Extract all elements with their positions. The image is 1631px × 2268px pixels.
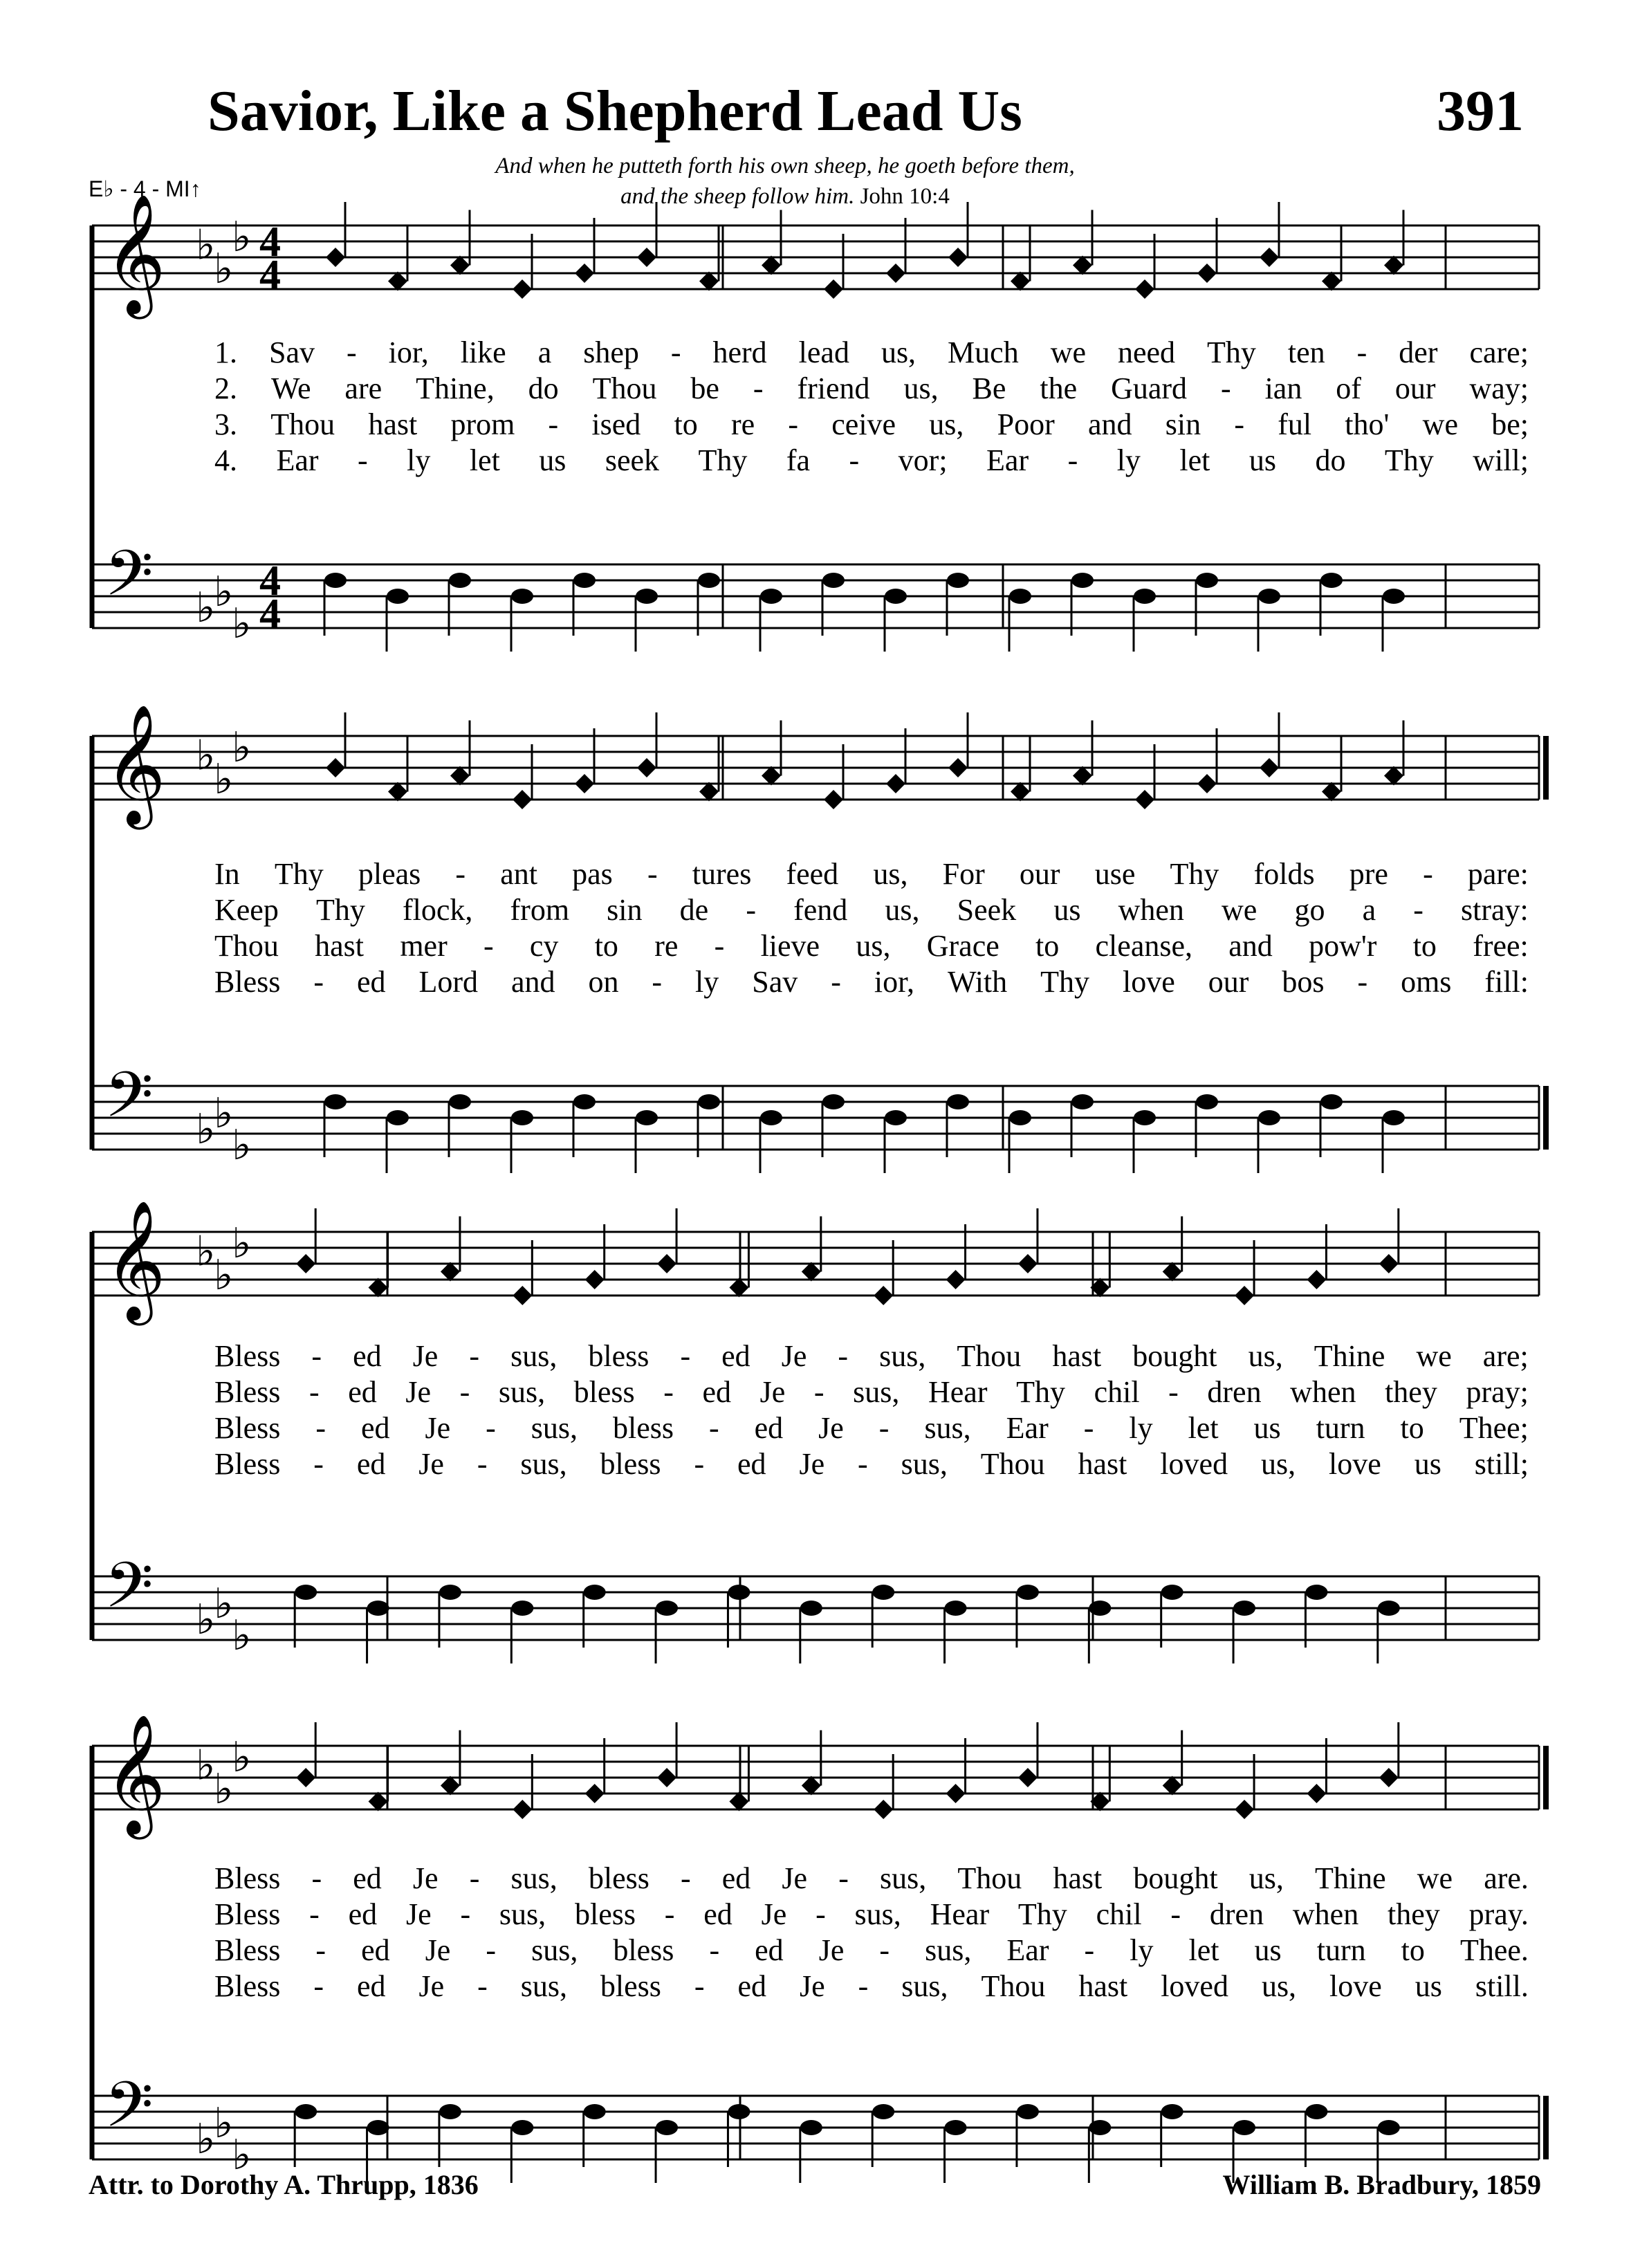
note-head [1196, 1094, 1218, 1109]
note-head [1305, 1585, 1327, 1600]
note-head [886, 264, 905, 283]
lyric-line: Keep Thy flock, from sin de - fend us, Seek us when we go a - stray: [214, 893, 1529, 927]
flat-sign: ♭ [196, 1741, 216, 1790]
note-head [1235, 1286, 1254, 1305]
note-head [1322, 272, 1341, 291]
flat-sign: ♭ [214, 245, 234, 293]
lyrics-system-3 [214, 1338, 1529, 1482]
lyric-line: Bless - ed Je - sus, bless - ed Je - sus, Thou hast loved us, love us still; [214, 1447, 1529, 1481]
note-head [1383, 1110, 1405, 1125]
note-head [1018, 1768, 1038, 1787]
note-head [513, 790, 532, 809]
note-head [1307, 1784, 1326, 1803]
note-head [1089, 2120, 1111, 2135]
note-head [946, 1784, 966, 1803]
flat-sign: ♭ [196, 731, 216, 780]
note-head [441, 1776, 460, 1796]
note-head [450, 766, 470, 786]
note-head [1378, 1601, 1400, 1616]
note-head [584, 1585, 606, 1600]
note-head [1260, 758, 1279, 777]
lyric-line: Bless - ed Je - sus, bless - ed Je - sus, Thou hast bought us, Thine we are. [214, 1861, 1529, 1895]
note-head [1073, 256, 1092, 275]
note-head [657, 1768, 676, 1787]
note-head [439, 2104, 461, 2119]
lyric-line: Bless - ed Lord and on - ly Sav - ior, With Thy love our bos - oms fill: [214, 965, 1529, 999]
note-head [698, 1094, 720, 1109]
flat-sign: ♭ [196, 1227, 216, 1276]
note-head [636, 589, 658, 604]
note-head [449, 573, 471, 588]
note-head [326, 758, 345, 777]
note-head [822, 573, 845, 588]
note-head [824, 279, 843, 299]
note-head [573, 1094, 596, 1109]
note-head [1135, 790, 1154, 809]
flat-sign: ♭ [214, 1765, 234, 1814]
note-head [1009, 1110, 1031, 1125]
note-head [800, 1601, 822, 1616]
note-head [872, 1585, 894, 1600]
lyric-line: Bless - ed Je - sus, bless - ed Je - sus, Hear Thy chil - dren when they pray. [214, 1897, 1529, 1931]
note-head [439, 1585, 461, 1600]
note-head [387, 589, 409, 604]
treble-clef: 𝄞 [104, 704, 166, 824]
flat-sign: ♭ [214, 568, 234, 616]
note-head [450, 256, 470, 275]
note-head [1379, 1254, 1399, 1273]
note-head [511, 1110, 533, 1125]
note-head [1011, 782, 1030, 802]
note-head [800, 2120, 822, 2135]
note-head [1161, 2104, 1183, 2119]
epigraph-reference: John 10:4 [860, 184, 950, 209]
note-head [1235, 1800, 1254, 1819]
lyric-line: Bless - ed Je - sus, bless - ed Je - sus, Ear - ly let us turn to Thee. [214, 1933, 1529, 1967]
flat-sign: ♭ [196, 2115, 216, 2164]
note-head [1196, 573, 1218, 588]
lyrics-system-4 [214, 1861, 1529, 2004]
lyric-line: 3. Thou hast prom - ised to re - ceive us, Poor and sin - ful tho' we be; [214, 407, 1529, 441]
time-signature: 4 [259, 252, 281, 299]
note-head [945, 1601, 967, 1616]
flat-sign: ♭ [196, 1105, 216, 1154]
note-head [1163, 1776, 1182, 1796]
note-head [802, 1776, 821, 1796]
flat-sign: ♭ [232, 1612, 252, 1660]
note-head [762, 256, 781, 275]
note-head [760, 1110, 782, 1125]
note-head [1305, 2104, 1327, 2119]
lyric-line: Bless - ed Je - sus, bless - ed Je - sus, Ear - ly let us turn to Thee; [214, 1411, 1529, 1445]
bass-clef: 𝄢 [104, 2068, 154, 2157]
note-head [511, 2120, 533, 2135]
note-head [1089, 1601, 1111, 1616]
note-head [387, 1110, 409, 1125]
flat-sign: ♭ [232, 1121, 252, 1170]
flat-sign: ♭ [232, 1733, 252, 1782]
epigraph-line-1: And when he putteth forth his own sheep, he goeth before them, [495, 154, 1075, 178]
note-head [948, 248, 968, 267]
note-head [1161, 1585, 1183, 1600]
flat-sign: ♭ [214, 1251, 234, 1300]
note-head [1134, 1110, 1156, 1125]
note-head [760, 589, 782, 604]
lyrics-system-2 [214, 856, 1529, 1000]
note-head [947, 1094, 969, 1109]
note-head [1384, 766, 1403, 786]
note-head [585, 1784, 605, 1803]
note-head [699, 272, 719, 291]
time-signature: 4 [259, 219, 281, 266]
note-head [637, 758, 656, 777]
note-head [656, 1601, 678, 1616]
note-head [1233, 2120, 1255, 2135]
flat-sign: ♭ [214, 1580, 234, 1628]
note-head [1258, 1110, 1280, 1125]
note-head [885, 1110, 907, 1125]
flat-sign: ♭ [214, 755, 234, 804]
note-head [513, 279, 532, 299]
note-head [1135, 279, 1154, 299]
note-head [513, 1800, 532, 1819]
note-head [1017, 1585, 1039, 1600]
treble-clef: 𝄞 [104, 194, 166, 314]
note-head [369, 1792, 388, 1811]
note-head [1197, 264, 1217, 283]
bass-clef: 𝄢 [104, 1549, 154, 1637]
note-head [513, 1286, 532, 1305]
note-head [573, 573, 596, 588]
note-head [295, 1585, 317, 1600]
note-head [657, 1254, 676, 1273]
flat-sign: ♭ [232, 1219, 252, 1268]
time-signature: 4 [259, 557, 281, 605]
note-head [388, 272, 407, 291]
note-head [585, 1270, 605, 1289]
note-head [575, 774, 594, 793]
lyric-line: 2. We are Thine, do Thou be - friend us, Be the Guard - ian of our way; [214, 371, 1529, 405]
note-head [1384, 256, 1403, 275]
flat-sign: ♭ [196, 221, 216, 270]
note-head [728, 2104, 750, 2119]
flat-sign: ♭ [232, 213, 252, 261]
note-head [367, 1601, 389, 1616]
note-head [1011, 272, 1030, 291]
note-head [324, 1094, 347, 1109]
note-head [369, 1278, 388, 1298]
note-head [1071, 1094, 1094, 1109]
note-head [874, 1800, 893, 1819]
note-head [699, 782, 719, 802]
note-head [656, 2120, 678, 2135]
note-head [762, 766, 781, 786]
note-head [388, 782, 407, 802]
note-head [728, 1585, 750, 1600]
note-head [296, 1254, 315, 1273]
note-head [729, 1278, 748, 1298]
treble-clef: 𝄞 [104, 1714, 166, 1834]
note-head [1073, 766, 1092, 786]
note-head [1009, 589, 1031, 604]
note-head [636, 1110, 658, 1125]
note-head [1320, 573, 1343, 588]
note-head [584, 2104, 606, 2119]
note-head [947, 573, 969, 588]
bass-clef: 𝄢 [104, 1058, 154, 1147]
flat-sign: ♭ [214, 1089, 234, 1138]
lyric-line: 1. Sav - ior, like a shep - herd lead us, Much we need Thy ten - der care; [214, 335, 1529, 369]
note-head [1233, 1601, 1255, 1616]
note-head [449, 1094, 471, 1109]
key-signature: E♭ - 4 - MI↑ [89, 176, 201, 201]
lyric-line: Bless - ed Je - sus, bless - ed Je - sus, Thou hast loved us, love us still. [214, 1969, 1529, 2003]
note-head [367, 2120, 389, 2135]
note-head [1320, 1094, 1343, 1109]
note-head [802, 1262, 821, 1282]
note-head [945, 2120, 967, 2135]
lyric-line: Bless - ed Je - sus, bless - ed Je - sus, Thou hast bought us, Thine we are; [214, 1339, 1529, 1373]
note-head [729, 1792, 748, 1811]
note-head [1071, 573, 1094, 588]
bass-clef: 𝄢 [104, 537, 154, 625]
flat-sign: ♭ [232, 600, 252, 648]
note-head [1197, 774, 1217, 793]
note-head [1260, 248, 1279, 267]
note-head [326, 248, 345, 267]
note-head [1163, 1262, 1182, 1282]
lyrics-system-1 [214, 335, 1529, 479]
hymn-number: 391 [1437, 79, 1524, 143]
note-head [872, 2104, 894, 2119]
flat-sign: ♭ [232, 2131, 252, 2179]
note-head [296, 1768, 315, 1787]
note-head [511, 1601, 533, 1616]
epigraph-quote: and the sheep follow him. [620, 184, 855, 209]
lyric-line: In Thy pleas - ant pas - tures feed us, For our use Thy folds pre - pare: [214, 857, 1529, 891]
flat-sign: ♭ [214, 2099, 234, 2148]
flat-sign: ♭ [196, 584, 216, 632]
note-head [441, 1262, 460, 1282]
note-head [1017, 2104, 1039, 2119]
note-head [698, 573, 720, 588]
flat-sign: ♭ [196, 1596, 216, 1644]
note-head [575, 264, 594, 283]
words-credit: Attr. to Dorothy A. Thrupp, 1836 [89, 2169, 479, 2200]
note-head [1258, 589, 1280, 604]
note-head [1383, 589, 1405, 604]
note-head [1134, 589, 1156, 604]
hymn-title: Savior, Like a Shepherd Lead Us [208, 79, 1022, 143]
note-head [946, 1270, 966, 1289]
treble-clef: 𝄞 [104, 1200, 166, 1320]
note-head [1378, 2120, 1400, 2135]
lyric-line: Thou hast mer - cy to re - lieve us, Grace to cleanse, and pow'r to free: [214, 929, 1529, 963]
note-head [822, 1094, 845, 1109]
note-head [637, 248, 656, 267]
lyric-line: Bless - ed Je - sus, bless - ed Je - sus, Hear Thy chil - dren when they pray; [214, 1375, 1529, 1409]
note-head [511, 589, 533, 604]
note-head [1307, 1270, 1326, 1289]
note-head [1018, 1254, 1038, 1273]
time-signature: 4 [259, 591, 281, 638]
music-credit: William B. Bradbury, 1859 [1222, 2169, 1541, 2200]
note-head [824, 790, 843, 809]
note-head [885, 589, 907, 604]
note-head [1379, 1768, 1399, 1787]
note-head [874, 1286, 893, 1305]
note-head [886, 774, 905, 793]
note-head [948, 758, 968, 777]
flat-sign: ♭ [232, 723, 252, 772]
note-head [295, 2104, 317, 2119]
note-head [324, 573, 347, 588]
lyric-line: 4. Ear - ly let us seek Thy fa - vor; Ear - ly let us do Thy will; [214, 443, 1529, 477]
note-head [1322, 782, 1341, 802]
